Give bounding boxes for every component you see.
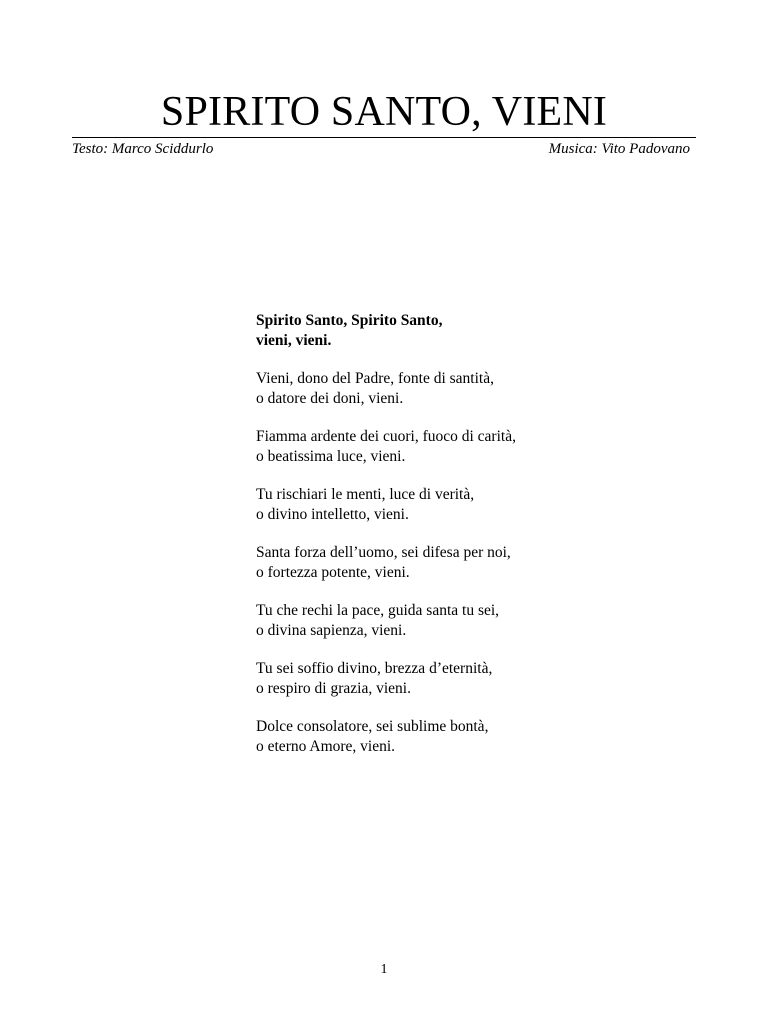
title-rule (72, 137, 696, 138)
stanza-line: o datore dei doni, vieni. (256, 389, 404, 407)
lyrics-body (256, 311, 676, 775)
stanza-7 (256, 717, 676, 756)
page-number: 1 (380, 962, 388, 977)
stanza-line: o eterno Amore, vieni. (256, 737, 396, 755)
stanza-line: o respiro di grazia, vieni. (256, 679, 411, 697)
stanza-line: o beatissima luce, vieni. (256, 447, 406, 465)
stanza-line: Santa forza dell’uomo, sei difesa per noi, (256, 544, 511, 561)
stanza-2 (256, 427, 676, 466)
stanza-line: Fiamma ardente dei cuori, fuoco di carità, (256, 428, 516, 445)
stanza-5 (256, 601, 676, 640)
stanza-line: Tu che rechi la pace, guida santa tu sei, (256, 602, 500, 619)
stanza-line: o divino intelletto, vieni. (256, 505, 409, 523)
stanza-line: o fortezza potente, vieni. (256, 563, 410, 581)
refrain (256, 311, 676, 350)
stanza-line: o divina sapienza, vieni. (256, 621, 407, 639)
stanza-4 (256, 543, 676, 582)
stanza-line: Dolce consolatore, sei sublime bontà, (256, 718, 489, 735)
stanza-3 (256, 485, 676, 524)
refrain-line: Spirito Santo, Spirito Santo, (256, 312, 443, 329)
page-title: SPIRITO SANTO, VIENI (160, 89, 608, 135)
stanza-6 (256, 659, 676, 698)
stanza-line: Vieni, dono del Padre, fonte di santità, (256, 370, 494, 387)
stanza-line: Tu rischiari le menti, luce di verità, (256, 486, 475, 503)
stanza-line: Tu sei soffio divino, brezza d’eternità, (256, 660, 493, 677)
refrain-line: vieni, vieni. (256, 331, 332, 349)
stanza-1 (256, 369, 676, 408)
composer-credit: Musica: Vito Padovano (548, 141, 690, 157)
lyricist-credit: Testo: Marco Sciddurlo (72, 141, 214, 157)
